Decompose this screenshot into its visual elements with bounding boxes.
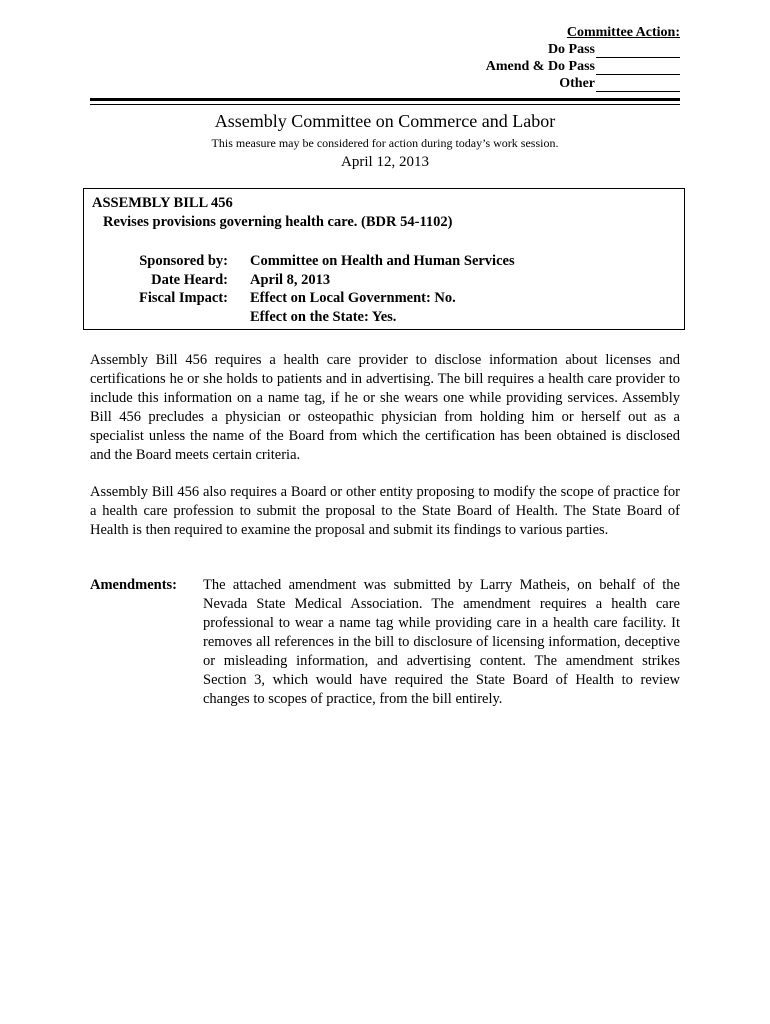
option-other[interactable] bbox=[420, 75, 680, 92]
fiscal-state-value: Effect on the State: Yes. bbox=[250, 308, 397, 325]
option-do-pass-blank[interactable] bbox=[596, 45, 680, 58]
header-rule-thick bbox=[90, 98, 680, 101]
fiscal-impact-row bbox=[84, 289, 686, 308]
date-heard-row bbox=[84, 271, 686, 290]
sponsored-by-row bbox=[84, 252, 686, 271]
committee-action-title: Committee Action: bbox=[566, 25, 680, 40]
sponsored-by-label: Sponsored by: bbox=[139, 253, 228, 269]
committee-name: Assembly Committee on Commerce and Labor bbox=[214, 111, 556, 131]
fiscal-local-value: Effect on Local Government: No. bbox=[250, 290, 456, 306]
header-rule-thin bbox=[90, 104, 680, 105]
option-amend-do-pass-label: Amend & Do Pass bbox=[485, 59, 595, 74]
option-amend-do-pass[interactable] bbox=[420, 58, 680, 75]
date-heard-label: Date Heard: bbox=[151, 271, 228, 288]
committee-action-block bbox=[420, 24, 680, 92]
bill-summary: Revises provisions governing health care. (BDR 54-1102) bbox=[103, 214, 453, 230]
fiscal-state-row bbox=[84, 308, 686, 327]
work-session-notice: This measure may be considered for action during today’s work session. bbox=[211, 136, 559, 150]
fiscal-impact-label: Fiscal Impact: bbox=[139, 290, 228, 306]
session-date: April 12, 2013 bbox=[341, 154, 429, 170]
option-other-blank[interactable] bbox=[596, 79, 680, 92]
body-paragraph-1: Assembly Bill 456 requires a health care provider to disclose information about licenses and certifications he or she holds to patients and in advertising. The bill requires a health care provider to include this information on a name tag, if he or she wears one while providing services. Assembly Bill 456 precludes a physician or osteopathic physician from holding him or herself out as a specialist unless the name of the Board from which the certification has been obtained is disclosed and the Board meets certain criteria. bbox=[90, 352, 680, 463]
option-amend-do-pass-blank[interactable] bbox=[596, 62, 680, 75]
bill-number: ASSEMBLY BILL 456 bbox=[92, 195, 233, 211]
bill-meta bbox=[84, 252, 686, 326]
amendments-label: Amendments: bbox=[90, 577, 177, 593]
date-heard-value: April 8, 2013 bbox=[250, 271, 331, 288]
amendments-text: The attached amendment was submitted by Larry Matheis, on behalf of the Nevada State Medical Association. The amendment requires a health care professional to wear a name tag while providing care in a health care facility. It removes all references in the bill to disclosure of licensing information, deceptive or misleading information, and advertising content. The amendment strikes Section 3, which would have required the State Board of Health to review changes to scopes of practice, from the bill entirely. bbox=[203, 577, 680, 707]
sponsored-by-value: Committee on Health and Human Services bbox=[250, 253, 515, 269]
option-do-pass[interactable] bbox=[420, 41, 680, 58]
option-do-pass-label: Do Pass bbox=[547, 42, 595, 57]
body-paragraph-2: Assembly Bill 456 also requires a Board or other entity proposing to modify the scope of practice for a health care profession to submit the proposal to the State Board of Health. The State Board of Health is then required to examine the proposal and submit its findings to various parties. bbox=[90, 484, 680, 538]
option-other-label: Other bbox=[559, 76, 595, 91]
bill-summary-box bbox=[83, 188, 685, 330]
